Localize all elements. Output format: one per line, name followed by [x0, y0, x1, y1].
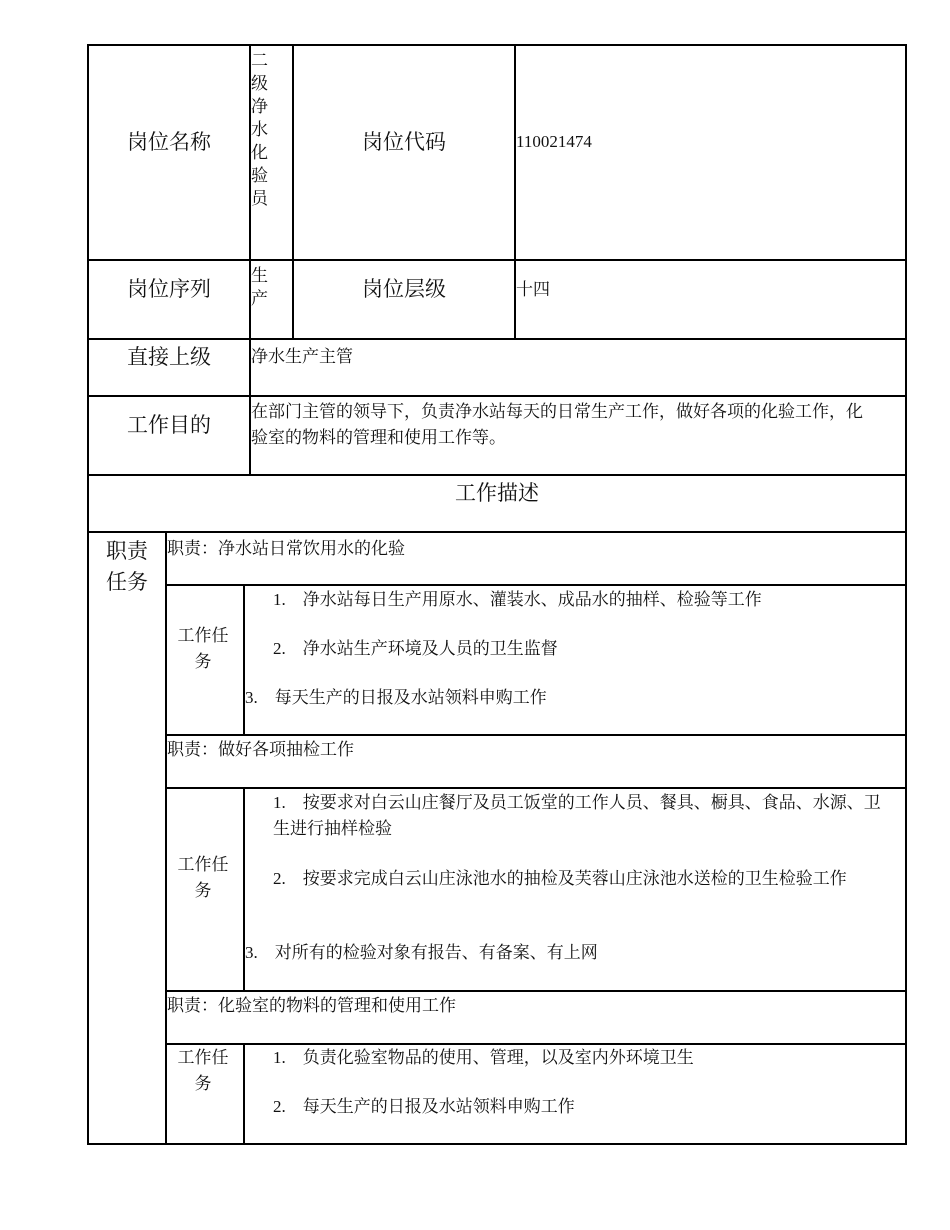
col-divider [165, 531, 167, 1145]
table-border-top [87, 44, 907, 46]
purpose-label: 工作目的 [127, 413, 211, 437]
col-divider [243, 1043, 245, 1145]
task-label: 工作任务 [177, 855, 229, 900]
col-divider [243, 584, 245, 735]
task-item: 3. 每天生产的日报及水站领料申购工作 [245, 688, 547, 707]
task-item: 1. 负责化验室物品的使用、管理，以及室内外环境卫生 [273, 1048, 694, 1067]
row-divider [87, 531, 907, 533]
table-border-left [87, 44, 89, 1145]
description-title: 工作描述 [455, 481, 539, 505]
purpose-value: 在部门主管的领导下，负责净水站每天的日常生产工作，做好各项的化验工作，化验室的物料的管理和使用工作等。 [251, 402, 863, 447]
post-level-label: 岗位层级 [362, 277, 446, 301]
task-label: 工作任务 [177, 1048, 229, 1093]
row-divider [165, 734, 907, 736]
post-level-value: 十四 [516, 280, 550, 299]
duty-title: 职责：化验室的物料的管理和使用工作 [167, 996, 456, 1015]
post-code-value: 110021474 [516, 132, 592, 151]
duty-title: 职责：净水站日常饮用水的化验 [167, 539, 405, 558]
duties-label: 职责任务 [106, 539, 148, 594]
task-item: 2. 按要求完成白云山庄泳池水的抽检及芙蓉山庄泳池水送检的卫生检验工作 [273, 869, 847, 888]
table-border-right [905, 44, 907, 1145]
post-sequence-value: 生产 [251, 266, 268, 308]
task-item: 2. 净水站生产环境及人员的卫生监督 [273, 639, 558, 658]
row-divider [165, 990, 907, 992]
row-divider [165, 584, 907, 586]
supervisor-value: 净水生产主管 [251, 347, 353, 366]
task-item: 1. 按要求对白云山庄餐厅及员工饭堂的工作人员、餐具、橱具、食品、水源、卫生进行抽样检验 [273, 793, 881, 838]
post-name-value: 二级净水化验员 [251, 51, 268, 208]
post-name-label: 岗位名称 [127, 130, 211, 154]
post-sequence-label: 岗位序列 [127, 277, 211, 301]
task-item: 2. 每天生产的日报及水站领料申购工作 [273, 1097, 575, 1116]
duty-title: 职责：做好各项抽检工作 [167, 740, 354, 759]
table-border-bottom [87, 1143, 907, 1145]
row-divider [87, 259, 907, 261]
task-item: 3. 对所有的检验对象有报告、有备案、有上网 [245, 943, 598, 962]
post-code-label: 岗位代码 [362, 130, 446, 154]
task-label: 工作任务 [177, 626, 229, 671]
row-divider [87, 338, 907, 340]
task-item: 1. 净水站每日生产用原水、灌装水、成品水的抽样、检验等工作 [273, 590, 762, 609]
row-divider [87, 474, 907, 476]
row-divider [87, 395, 907, 397]
supervisor-label: 直接上级 [127, 345, 211, 369]
row-divider [165, 787, 907, 789]
